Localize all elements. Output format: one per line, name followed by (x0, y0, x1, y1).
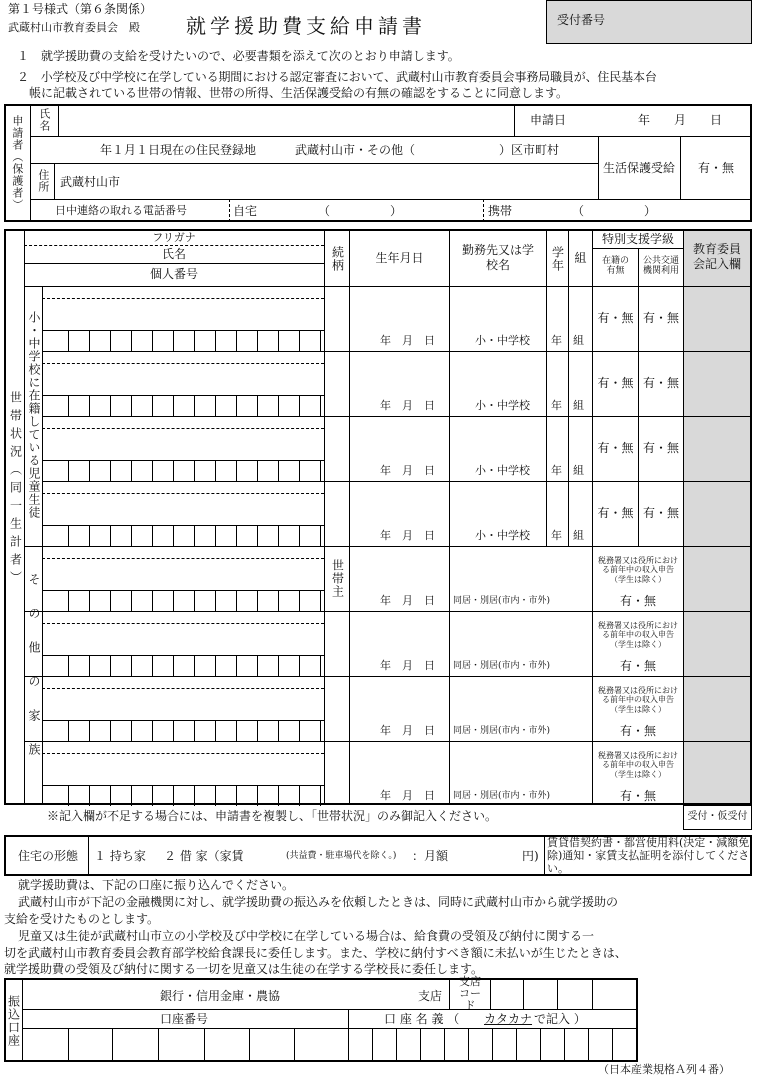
branch-name-field[interactable] (310, 980, 415, 1008)
paper-standard: （日本産業規格Ａ列４番） (598, 1063, 730, 1076)
student-school[interactable]: 小・中学校 (475, 399, 530, 412)
transfer-line-4: 児童又は生徒が武蔵村山市立の小学校及び中学校に在学している場合は、給食費の受領及び納付に関する一 (18, 929, 595, 943)
rent-yen: 円) (522, 849, 539, 863)
family-dob[interactable]: 年 月 日 (380, 659, 435, 672)
student-name-field[interactable] (43, 364, 324, 394)
home-phone-field[interactable]: （ ） (318, 204, 403, 218)
family-name-field[interactable] (43, 689, 324, 719)
bank-type-choice[interactable]: 銀行・信用金庫・農協 (160, 989, 281, 1003)
student-transit-choice[interactable]: 有・無 (642, 375, 679, 390)
student-dob[interactable]: 年 月 日 (380, 334, 435, 347)
family-cohabit-choice[interactable]: 同居・別居(市内・市外) (453, 791, 551, 801)
transfer-line-5: 切を武蔵村山市教育委員会教育部学校給食課長に委任します。また、学校に納付すべき額に未払いが生じたときは、 (4, 946, 627, 960)
dob-header: 生年月日 (375, 250, 424, 265)
rent-amount-label: ：月額 (412, 849, 449, 863)
account-name-field[interactable] (349, 1029, 637, 1061)
tax-declaration-choice[interactable]: 有・無 (619, 658, 656, 673)
page-title: 就学援助費支給申請書 (186, 14, 426, 38)
tax-declaration-choice[interactable]: 有・無 (619, 593, 656, 608)
rent-amount-field[interactable] (460, 844, 520, 868)
account-number-field[interactable] (23, 1029, 348, 1061)
receipt-number-label: 受付番号 (557, 13, 606, 27)
transfer-line-2: 武蔵村山市が下記の金融機関に対し、就学援助費の振込みを依頼したときは、同時に武蔵村山市から就学援助の (18, 895, 619, 909)
student-enrolled-choice[interactable]: 有・無 (597, 440, 634, 455)
transfer-line-1: 就学援助費は、下記の口座に振り込んでください。 (18, 878, 295, 892)
workplace-header: 勤務先又は学校名 (461, 243, 534, 272)
special-class-header: 特別支援学級 (601, 232, 674, 246)
katakana-write: で記入 ） (534, 1012, 586, 1026)
family-cohabit-choice[interactable]: 同居・別居(市内・市外) (453, 661, 551, 671)
transit-header: 公共交通機関利用 (643, 256, 680, 276)
family-dob[interactable]: 年 月 日 (380, 789, 435, 802)
housing-label: 住宅の形態 (18, 849, 79, 863)
tax-declaration-note: 税務署又は役所における前年中の収入申告（学生は除く） (598, 751, 678, 779)
class-header: 組 (574, 250, 587, 265)
student-dob[interactable]: 年 月 日 (380, 464, 435, 477)
student-school[interactable]: 小・中学校 (475, 464, 530, 477)
welfare-label: 生活保護受給 (602, 160, 675, 175)
student-class[interactable]: 組 (573, 464, 584, 477)
housing-own-option[interactable]: １ 持ち家 (94, 849, 146, 863)
addressee: 武蔵村山市教育委員会 殿 (8, 21, 140, 34)
account-name-label: 口 座 名 義 （ (384, 1012, 460, 1026)
housing-rent-option[interactable]: ２ 借 家（家賃 (164, 849, 244, 863)
student-grade[interactable]: 年 (551, 464, 562, 477)
student-group-label: 小・中学校に在籍している児童生徒 (27, 311, 41, 519)
receipt-number-box[interactable] (546, 0, 752, 44)
board-use-column (683, 231, 750, 803)
student-school[interactable]: 小・中学校 (475, 334, 530, 347)
student-name-field[interactable] (43, 299, 324, 329)
family-dob[interactable]: 年 月 日 (380, 594, 435, 607)
student-enrolled-choice[interactable]: 有・無 (597, 375, 634, 390)
student-grade[interactable]: 年 (551, 529, 562, 542)
registration-label: 年１月１日現在の住民登録地 (100, 143, 257, 157)
address-field[interactable]: 武蔵村山市 (60, 175, 121, 189)
phone-label: 日中連絡の取れる電話番号 (55, 204, 187, 217)
applicant-name-field[interactable] (59, 105, 514, 135)
student-transit-choice[interactable]: 有・無 (642, 505, 679, 520)
rent-note: (共益費・駐車場代を除く。) (286, 851, 397, 861)
application-date-label: 申請日 (530, 113, 567, 127)
tax-declaration-note: 税務署又は役所における前年中の収入申告（学生は除く） (598, 621, 678, 649)
family-name-field[interactable] (43, 559, 324, 589)
transfer-line-6: 就学援助費の受領及び納付に関する一切を児童又は生徒の在学する学校長に委任します。 (4, 962, 484, 976)
household-side-label: 世帯状況（同一生計者） (8, 391, 23, 589)
applicant-side-label: 申請者（保護者） (10, 115, 24, 211)
intro-paragraph-2a: ２ 小学校及び中学校に在学している期間における認定審査において、武蔵村山市教育委員会事務局職員が、住民基本台 (17, 70, 657, 84)
application-date-field[interactable]: 年 月 日 (638, 113, 723, 127)
student-grade[interactable]: 年 (551, 399, 562, 412)
student-transit-choice[interactable]: 有・無 (642, 440, 679, 455)
head-of-household: 世帯主 (330, 558, 345, 598)
branch-code-label: 支店コード (459, 974, 481, 1013)
housing-attach-note: 賃貸借契約書・都営使用料(決定・減額免除)通知・家賃支払証明を添付してください。 (547, 836, 750, 875)
tax-declaration-note: 税務署又は役所における前年中の収入申告（学生は除く） (598, 686, 678, 714)
katakana-note: カタカナ (484, 1012, 533, 1026)
student-enrolled-choice[interactable]: 有・無 (597, 310, 634, 325)
family-name-field[interactable] (43, 754, 324, 784)
intro-paragraph-2b: 帳に記載されている世帯の情報、世帯の所得、生活保護受給の有無の確認をすることに同意します。 (29, 86, 569, 100)
other-group-label: その他の家族 (27, 573, 41, 777)
transfer-line-3: 支給を受けたものとします。 (4, 912, 160, 926)
bank-side-label: 振込口座 (6, 995, 21, 1047)
student-enrolled-choice[interactable]: 有・無 (597, 505, 634, 520)
account-number-label: 口座番号 (160, 1012, 209, 1026)
intro-paragraph-1: １ 就学援助費の支給を受けたいので、必要書類を添えて次のとおり申請します。 (17, 49, 460, 63)
relation-header: 続柄 (330, 246, 345, 272)
student-class[interactable]: 組 (573, 334, 584, 347)
family-cohabit-choice[interactable]: 同居・別居(市内・市外) (453, 596, 551, 606)
student-dob[interactable]: 年 月 日 (380, 399, 435, 412)
form-number: 第１号様式（第６条関係） (8, 2, 153, 16)
student-class[interactable]: 組 (573, 399, 584, 412)
tax-declaration-choice[interactable]: 有・無 (619, 788, 656, 803)
student-name-field[interactable] (43, 429, 324, 459)
branch-label: 支店 (418, 989, 443, 1003)
tax-declaration-choice[interactable]: 有・無 (619, 723, 656, 738)
student-class[interactable]: 組 (573, 529, 584, 542)
student-dob[interactable]: 年 月 日 (380, 529, 435, 542)
student-transit-choice[interactable]: 有・無 (642, 310, 679, 325)
grade-header: 学年 (550, 246, 565, 272)
received-stamp-box: 受付・仮受付 (683, 805, 752, 830)
name-header: 氏名 (161, 246, 186, 261)
student-name-field[interactable] (43, 494, 324, 524)
registration-field[interactable]: 武蔵村山市・その他（ ）区市町村 (295, 143, 560, 157)
furigana-header: フリガナ (152, 231, 196, 245)
family-name-field[interactable] (43, 624, 324, 654)
student-grade[interactable]: 年 (551, 334, 562, 347)
bank-name-field[interactable] (23, 980, 157, 1008)
personal-number-header: 個人番号 (149, 266, 198, 281)
tax-declaration-note: 税務署又は役所における前年中の収入申告（学生は除く） (598, 556, 678, 584)
welfare-choice[interactable]: 有・無 (697, 160, 734, 175)
home-phone-label: 自宅 (233, 204, 258, 218)
enrolled-header: 在籍の有無 (601, 256, 629, 276)
household-footnote: ※記入欄が不足する場合には、申請書を複製し、「世帯状況」のみ御記入ください。 (47, 809, 498, 823)
mobile-phone-label: 携帯 (488, 204, 513, 218)
family-dob[interactable]: 年 月 日 (380, 724, 435, 737)
address-label: 住所 (36, 169, 50, 193)
name-label: 氏名 (37, 108, 51, 132)
family-cohabit-choice[interactable]: 同居・別居(市内・市外) (453, 726, 551, 736)
mobile-phone-field[interactable]: （ ） (572, 204, 657, 218)
board-header: 教育委員会記入欄 (692, 242, 741, 271)
student-school[interactable]: 小・中学校 (475, 529, 530, 542)
